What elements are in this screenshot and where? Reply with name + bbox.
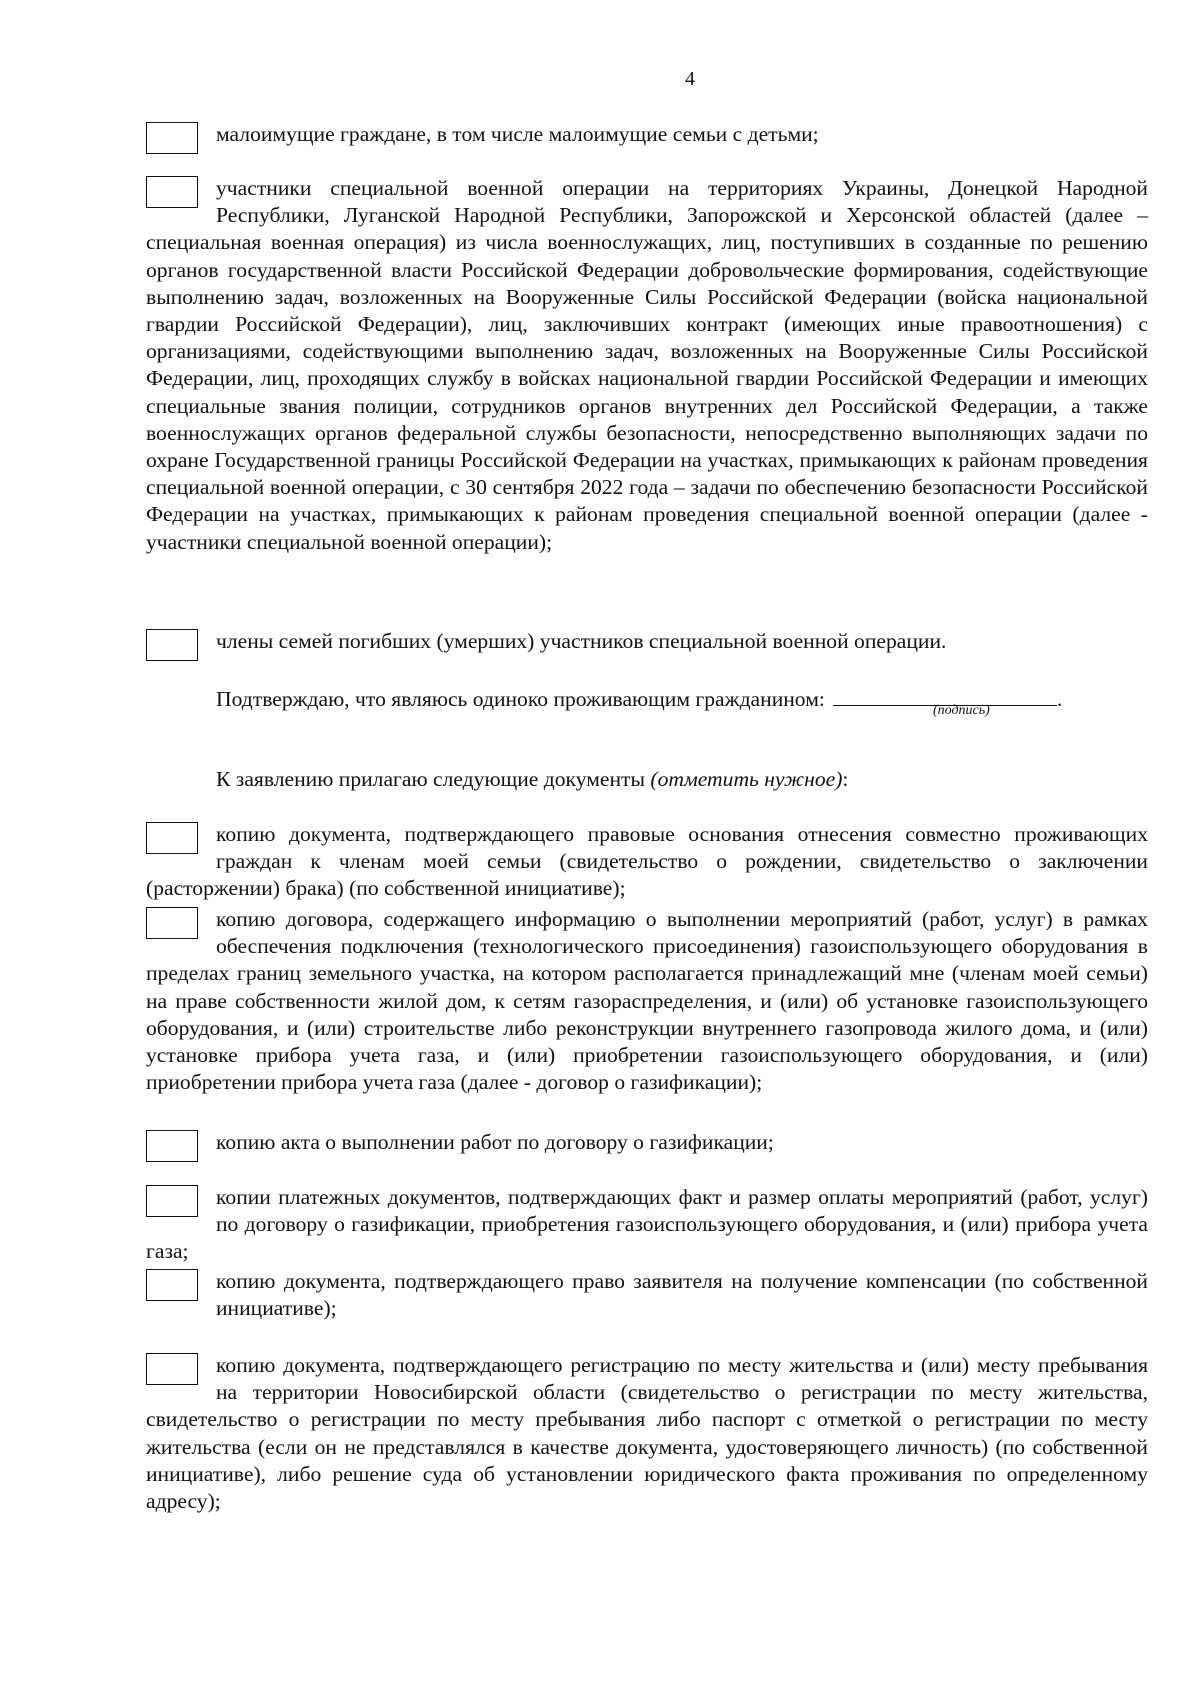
document-item <box>146 1352 1148 1515</box>
attachments-intro-note: (отметить нужное) <box>650 767 843 791</box>
category-text: малоимущие граждане, в том числе малоимущие семьи с детьми; <box>216 122 819 146</box>
document-item <box>146 821 1148 903</box>
confirmation-text: Подтверждаю, что являюсь одиноко проживающим гражданином: <box>216 687 825 711</box>
document-text: копию документа, подтверждающего регистрацию по месту жительства и (или) месту пребывания на территории Новосибирской области (свидетельство о регистрации по месту жительства, свидетельство о регистрации по месту пребывания либо паспорт с отметкой о регистрации по месту жительства (если он не представлялся в качестве документа, удостоверяющего личность) (по собственной инициативе), либо решение суда об установлении юридического факта проживания по определенному адресу); <box>146 1353 1148 1514</box>
checkbox[interactable] <box>146 1269 198 1301</box>
document-text: копии платежных документов, подтверждающих факт и размер оплаты мероприятий (работ, услуг) по договору о газификации, приобретения газоиспользующего оборудования, и (или) прибора учета газа; <box>146 1185 1148 1264</box>
checkbox[interactable] <box>146 822 198 854</box>
category-text: участники специальной военной операции на территориях Украины, Донецкой Народной Республики, Луганской Народной Республики, Запорожской и Херсонской областей (далее – специальная военная операция) из числа военнослужащих, лиц, поступивших в созданные по решению органов государственной власти Российской Федерации добровольческие формирования, содействующие выполнению задач, возложенных на Вооруженные Силы Российской Федерации (войска национальной гвардии Российской Федерации), лиц, заключивших контракт (имеющих иные правоотношения) с организациями, содействующими выполнению задач, возложенных на Вооруженные Силы Российской Федерации, лиц, проходящих службу в войсках национальной гвардии Российской Федерации и имеющих специальные звания полиции, сотрудников органов внутренних дел Российской Федерации, а также военнослужащих органов федеральной службы безопасности, непосредственно выполняющих задачи по охране Государственной границы Российской Федерации на участках, примыкающих к районам проведения специальной военной операции, с 30 сентября 2022 года – задачи по обеспечению безопасности Российской Федерации на участках, примыкающих к районам проведения специальной военной операции (далее - участники специальной военной операции); <box>146 176 1148 554</box>
document-item <box>146 906 1148 1096</box>
document-text: копию документа, подтверждающего право заявителя на получение компенсации (по собственной инициативе); <box>216 1269 1148 1321</box>
attachments-intro <box>146 766 1148 793</box>
document-item <box>146 1268 1148 1322</box>
checkbox[interactable] <box>146 629 198 661</box>
checkbox[interactable] <box>146 1185 198 1217</box>
document-item <box>146 1129 1148 1162</box>
document-text: копию договора, содержащего информацию о выполнении мероприятий (работ, услуг) в рамках обеспечения подключения (технологического присоединения) газоиспользующего оборудования в пределах границ земельного участка, на котором располагается принадлежащий мне (членам моей семьи) на праве собственности жилой дом, к сетям газораспределения, и (или) об установке газоиспользующего оборудования, и (или) строительстве либо реконструкции внутреннего газопровода жилого дома, и (или) установке прибора учета газа, и (или) приобретении газоиспользующего оборудования, и (или) приобретении прибора учета газа (далее - договор о газификации); <box>146 907 1148 1095</box>
document-item <box>146 1184 1148 1266</box>
checkbox[interactable] <box>146 176 198 208</box>
confirmation-end: . <box>1056 687 1063 711</box>
checkbox[interactable] <box>146 122 198 154</box>
attachments-intro-end: : <box>842 767 849 791</box>
document-text: копию акта о выполнении работ по договору о газификации; <box>216 1130 774 1154</box>
checkbox[interactable] <box>146 907 198 939</box>
attachments-intro-text: К заявлению прилагаю следующие документы <box>216 767 645 791</box>
checkbox[interactable] <box>146 1353 198 1385</box>
document-text: копию документа, подтверждающего правовые основания отнесения совместно проживающих граждан к членам моей семьи (свидетельство о рождении, свидетельство о заключении (расторжении) брака) (по собственной инициативе); <box>146 822 1148 901</box>
category-item <box>146 628 1148 661</box>
signature-label: (подпись) <box>933 703 990 718</box>
category-item <box>146 121 1148 154</box>
checkbox[interactable] <box>146 1130 198 1162</box>
category-item <box>146 175 1148 556</box>
page-number: 4 <box>685 68 695 90</box>
category-text: члены семей погибших (умерших) участников специальной военной операции. <box>216 629 947 653</box>
single-resident-confirmation <box>146 683 1148 713</box>
